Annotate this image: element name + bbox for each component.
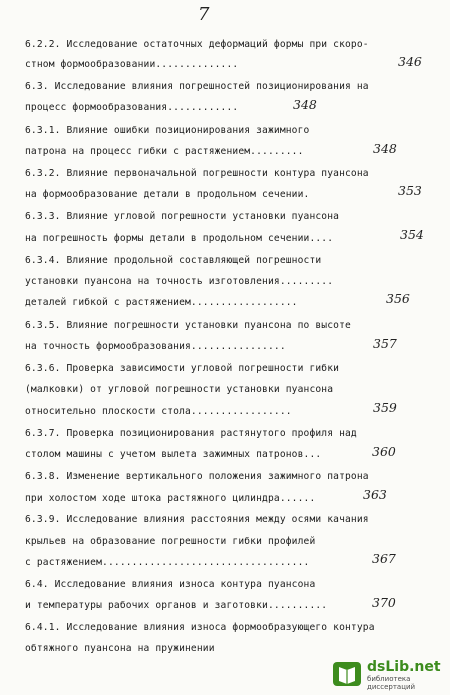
toc-line: 6.3.9. Исследование влияния расстояния между осями качания (25, 514, 369, 525)
toc-line: 6.3.2. Влияние первоначальной погрешности контура пуансона (25, 168, 369, 179)
toc-page-number: 360 (372, 444, 396, 459)
toc-line: стном формообразовании.............. (25, 59, 239, 70)
toc-line: на точность формообразования................ (25, 341, 286, 352)
toc-line: 6.3.1. Влияние ошибки позиционирования зажимного (25, 125, 310, 136)
toc-page-number: 357 (373, 336, 397, 351)
toc-page-number: 348 (293, 97, 317, 112)
toc-line: на формообразование детали в продольном сечении. (25, 189, 310, 200)
toc-line: при холостом ходе штока растяжного цилиндра...... (25, 493, 316, 504)
toc-page-number: 353 (398, 183, 422, 198)
toc-page-number: 346 (398, 54, 422, 69)
toc-line: 6.3.5. Влияние погрешности установки пуансона по высоте (25, 320, 351, 331)
toc-line: 6.3.8. Изменение вертикального положения зажимного патрона (25, 471, 369, 482)
toc-line: 6.3. Исследование влияния погрешностей позиционирования на (25, 81, 369, 92)
toc-page-number: 356 (386, 291, 410, 306)
toc-line: на погрешность формы детали в продольном сечении.... (25, 233, 334, 244)
toc-page-number: 367 (372, 551, 396, 566)
toc-line: и температуры рабочих органов и заготовки.......... (25, 600, 328, 611)
toc-line: процесс формообразования............ (25, 102, 239, 113)
toc-line: относительно плоскости стола................. (25, 406, 292, 417)
toc-line: деталей гибкой с растяжением.................. (25, 297, 298, 308)
toc-line: 6.3.7. Проверка позиционирования растянутого профиля над (25, 428, 357, 439)
toc-line: (малковки) от угловой погрешности установки пуансона (25, 384, 334, 395)
dslib-logo-icon (332, 661, 362, 687)
toc-line: 6.3.3. Влияние угловой погрешности установки пуансона (25, 211, 340, 222)
toc-line: обтяжного пуансона на пружинении (25, 643, 215, 654)
toc-line: крыльев на образование погрешности гибки профилей (25, 536, 316, 547)
toc-line: 6.4. Исследование влияния износа контура пуансона (25, 579, 316, 590)
toc-page-number: 359 (373, 400, 397, 415)
page-number: 7 (198, 4, 210, 25)
toc-line: 6.3.4. Влияние продольной составляющей погрешности (25, 255, 322, 266)
toc-line: 6.3.6. Проверка зависимости угловой погрешности гибки (25, 363, 340, 374)
watermark-title: dsLib.net (367, 659, 441, 675)
toc-line: патрона на процесс гибки с растяжением......... (25, 146, 304, 157)
toc-line: 6.2.2. Исследование остаточных деформаций формы при скоро- (25, 39, 369, 50)
watermark-subtitle: библиотека диссертаций (367, 675, 416, 691)
toc-line: столом машины с учетом вылета зажимных патронов... (25, 449, 322, 460)
toc-line: установки пуансона на точность изготовления......... (25, 276, 334, 287)
toc-page-number: 348 (373, 141, 397, 156)
toc-page-number: 363 (363, 487, 387, 502)
toc-page-number: 354 (400, 227, 424, 242)
toc-page-number: 370 (372, 595, 396, 610)
toc-line: 6.4.1. Исследование влияния износа формообразующего контура (25, 622, 375, 633)
watermark[interactable] (332, 659, 444, 691)
toc-line: с растяжением................................... (25, 557, 310, 568)
